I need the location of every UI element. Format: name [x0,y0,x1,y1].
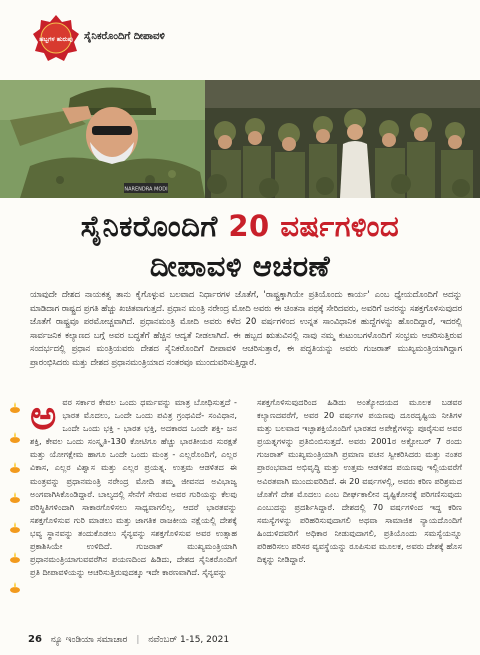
drop-cap: ಅ [30,396,57,439]
body-column-right [257,396,462,628]
page-footer [28,634,464,650]
title-line-2: ದೀಪಾವಳಿ ಆಚರಣೆ [149,249,331,283]
body-column-left [30,396,237,628]
saluting-figure-illustration [0,80,205,198]
title-part-red: 20 ವರ್ಷಗಳಿಂದ [228,209,400,243]
name-badge-text: NARENDRA MODI [124,186,168,193]
festival-logo-icon [32,14,80,62]
section-label: ಸೈನಿಕರೊಂದಿಗೆ ದೀಪಾವಳಿ [84,31,165,42]
hero-photos [0,80,480,198]
page-number: 26 [28,634,42,645]
left-column-text: ವರ ಸರ್ಕಾರ ಕೇವಲ ಒಂದು ಧರ್ಮವನ್ನು ಮಾತ್ರ ಬೋಧಿಸುತ್ತದೆ - ಭಾರತ ಮೊದಲು, ಒಂದೇ ಒಂದು ಪವಿತ್ರ ಗ್ರಂಥವಿದೆ- ಸಂವಿಧಾನ, ಒಂದೇ ಒಂದು ಭಕ್ತಿ - ಭಾರತ ಭಕ್ತಿ, ಅದಕಾರದ ಒಂದೇ ಶಕ್ತಿ- ಜನ ಶಕ್ತಿ, ಕೇವಲ ಒಂದು ಸಂಸ್ಕೃತಿ-130 ಕೋಟಿಗೂ ಹೆಚ್ಚು ಭಾರತೀಯರ ಸುರಕ್ಷತೆ ಮತ್ತು ಯೋಗಕ್ಷೇಮ ಹಾಗೂ ಒಂದೇ ಒಂದು ಮಂತ್ರ - ಎಲ್ಲರೊಂದಿಗೆ, ಎಲ್ಲರ ವಿಕಾಸ, ಎಲ್ಲರ ವಿಶ್ವಾಸ ಮತ್ತು ಎಲ್ಲರ ಪ್ರಯತ್ನ. ಉತ್ತಮ ಆಡಳಿತದ ಈ ಮಂತ್ರವನ್ನು ಪ್ರಧಾನಮಂತ್ರಿ ನರೇಂದ್ರ ಮೋದಿ ತಮ್ಮ ಜೀವನದ ಅವಿಭಾಜ್ಯ ಅಂಗವಾಗಿಸಿಕೊಂಡಿದ್ದಾರೆ. ಬಾಲ್ಯದಲ್ಲಿ ಸೇನೆಗೆ ಸೇರುವ ಅವರ ಗುರಿಯನ್ನು ಕೆಲವು ಪರಿಸ್ಥಿತಿಗಳಿಂದಾಗಿ ಸಾಕಾರಗೊಳಿಸಲು ಸಾಧ್ಯವಾಗಲಿಲ್ಲ, ಆದರೆ ಭಾರತವನ್ನು ಸಶಕ್ತಗೊಳಿಸುವ ಗುರಿ ಮಾಡಲು ಮತ್ತು ಜಾಗತಿಕ ರಾಜಕೀಯ ನಕ್ಷೆಯಲ್ಲಿ ದೇಶಕ್ಕೆ ಭವ್ಯ ಸ್ಥಾನವನ್ನು ತಂದುಕೊಡಲು ಸೈನ್ಯವನ್ನು ಸಶಕ್ತಗೊಳಿಸುವ ಅವರ ಉತ್ಸಾಹ ಪ್ರಕಾಶಿಸಿಯೇ ಉಳಿದಿದೆ. ಗುಜರಾತ್ ಮುಖ್ಯಮಂತ್ರಿಯಾಗಿ ಪ್ರಧಾನಮಂತ್ರಿಯಾಗುವವರೆಗಿನ ಪಯಣದಿಂದ ಹಿಡಿದು, ದೇಶದ ಸೈನಿಕರೊಂದಿಗೆ ಪ್ರತಿ ದೀಪಾವಳಿಯನ್ನು ಆಚರಿಸುತ್ತಿರುವುದಕ್ಕೂ ಇದೇ ಕಾರಣವಾಗಿದೆ. ಸೈನ್ಯವನ್ನು [30,397,237,578]
intro-paragraph [30,288,462,370]
title-part-black: ಸೈನಿಕರೊಂದಿಗೆ [80,209,218,243]
soldiers-crowd-illustration [205,80,480,198]
title-line-1 [0,206,480,246]
footer-separator: | [136,635,140,645]
photo-saluting-pm [0,80,205,198]
right-column-text: ಸಶಕ್ತಗೊಳಿಸುವುದರಿಂದ ಹಿಡಿದು ಅಂತ್ಯೋದಯದ ಮೂಲಕ ಬಡವರ ಕಲ್ಯಾಣದವರೆಗೆ, ಅವರ 20 ವರ್ಷಗಳ ಪಯಣವು ದೂರದೃಷ್ಟಿಯ ನೀತಿಗಳ ಮತ್ತು ಬಲವಾದ ಇಚ್ಛಾಶಕ್ತಿಯೊಂದಿಗೆ ಭಾರತದ ಅಪೇಕ್ಷೆಗಳನ್ನು ಪೂರೈಸುವ ಅವರ ಪ್ರಯತ್ನಗಳನ್ನು ಪ್ರತಿಬಿಂಬಿಸುತ್ತದೆ. ಅವರು 2001ರ ಅಕ್ಟೋಬರ್ 7 ರಂದು ಗುಜರಾತ್ ಮುಖ್ಯಮಂತ್ರಿಯಾಗಿ ಪ್ರಮಾಣ ವಚನ ಸ್ವೀಕರಿಸಿದರು ಮತ್ತು ನಂತರ ಪ್ರಾರಂಭವಾದ ಅಭಿವೃದ್ಧಿ ಮತ್ತು ಉತ್ತಮ ಆಡಳಿತದ ಪಯಣವು ಇಲ್ಲಿಯವರೆಗೆ ಅವಿರತವಾಗಿ ಮುಂದುವರಿದಿದೆ. ಈ 20 ವರ್ಷಗಳಲ್ಲಿ, ಅವರು ಕಠಿಣ ಪರಿಶ್ರಮದ ಜೊತೆಗೆ ದೇಶ ಮೊದಲು ಎಂಬ ದೀರ್ಘಕಾಲೀನ ದೃಷ್ಟಿಕೋನಕ್ಕೆ ಪರಿಗಣಿಸುವುದು ಎಂಬುದನ್ನು ಪ್ರದರ್ಶಿಸಿದ್ದಾರೆ. ದೇಶದಲ್ಲಿ 70 ವರ್ಷಗಳಿಂದ ಇದ್ದ ಕಠಿಣ ಸಮಸ್ಯೆಗಳನ್ನು ಪರಿಹರಿಸುವುದಾಗಲಿ ಅಥವಾ ಸಾಮಾಜಿಕ ನ್ಯಾಯದೊಂದಿಗೆ ಹಿಂದುಳಿದವರಿಗೆ ಅಧಿಕಾರ ನೀಡುವುದಾಗಲಿ, ಪ್ರತಿಯೊಂದು ಸಮಸ್ಯೆಯನ್ನೂ ಪರಿಹರಿಸಲು ಪರಿಸರ ವ್ಯವಸ್ಥೆಯನ್ನು ರೂಪಿಸುವ ಮೂಲಕ, ಅವರು ದೇಶಕ್ಕೆ ಹೊಸ ದಿಕ್ಕನ್ನು ನೀಡಿದ್ದಾರೆ. [257,397,462,565]
photo-soldiers-group [205,80,480,198]
article-title [0,206,480,286]
magazine-name: ನ್ಯೂ ಇಂಡಿಯಾ ಸಮಾಚಾರ [50,635,128,645]
intro-text: ಯಾವುದೇ ದೇಶದ ನಾಯಕತ್ವ ತಾನು ಕೈಗೊಳ್ಳುವ ಬಲವಾದ ನಿರ್ಧಾರಗಳ ಜೊತೆಗೆ, 'ರಾಷ್ಟ್ರಕ್ಕಾಗಿಯೇ ಪ್ರತಿಯೊಂದು ಕಾರ್ಯ' ಎಂಬ ಧ್ಯೇಯದೊಂದಿಗೆ ಅದನ್ನು ಮಾಡಿದಾಗ ರಾಷ್ಟ್ರದ ಪ್ರಗತಿ ಹೆಚ್ಚು ಖಚಿತವಾಗುತ್ತದೆ. ಪ್ರಧಾನ ಮಂತ್ರಿ ನರೇಂದ್ರ ಮೋದಿ ಅವರು ಈ ಚಿಂತನಾ ಪಥಕ್ಕೆ ಸೇರಿದವರು, ಅವರಿಗೆ ಜನರನ್ನು ಸಶಕ್ತಗೊಳಿಸುವುದರ ಜೊತೆಗೆ ರಾಷ್ಟ್ರವೂ ಪರಮೋಚ್ಚವಾಗಿದೆ. ಪ್ರಧಾನಮಂತ್ರಿ ಮೋದಿ ಅವರು ಕಳೆದ 20 ವರ್ಷಗಳಿಂದ ಉನ್ನತ ಸಾಂವಿಧಾನಿಕ ಹುದ್ದೆಗಳನ್ನು ಹೊಂದಿದ್ದಾರೆ, ಇದರಲ್ಲಿ ಸಾರ್ವಜನಿಕ ಕಲ್ಯಾಣದ ಬಗ್ಗೆ ಅವರ ಬದ್ಧತೆಗೆ ಹೆಚ್ಚಿನ ಆದ್ಯತೆ ನೀಡಲಾಗಿದೆ. ಈ ಹಬ್ಬದ ಋತುವಿನಲ್ಲಿ ನಾವು ನಮ್ಮ ಕುಟುಂಬಗಳೊಂದಿಗೆ ಸಂಭ್ರಮ ಆಚರಿಸುತ್ತಿರುವ ಸಂದರ್ಭದಲ್ಲಿ ಪ್ರಧಾನ ಮಂತ್ರಿಯವರು ದೇಶದ ಸೈನಿಕರೊಂದಿಗೆ ದೀಪಾವಳಿ ಆಚರಿಸುತ್ತಾರೆ, ಈ ಪದ್ಧತಿಯನ್ನು ಅವರು ಗುಜರಾತ್ ಮುಖ್ಯಮಂತ್ರಿಯಾಗಿದ್ದಾಗ ಪ್ರಾರಂಭಿಸಿದರು ಮತ್ತು ದೇಶದ ಪ್ರಧಾನಮಂತ್ರಿಯಾದ ನಂತರವೂ ಮುಂದುವರಿಸುತ್ತಿದ್ದಾರೆ. [30,289,462,367]
page-header [0,0,480,78]
diya-lamps-decoration [8,400,22,620]
logo-text: ಹಬ್ಬಗಳ ಹುರುಪು [39,36,73,43]
issue-date: ನವೆಂಬರ್ 1-15, 2021 [148,635,230,645]
